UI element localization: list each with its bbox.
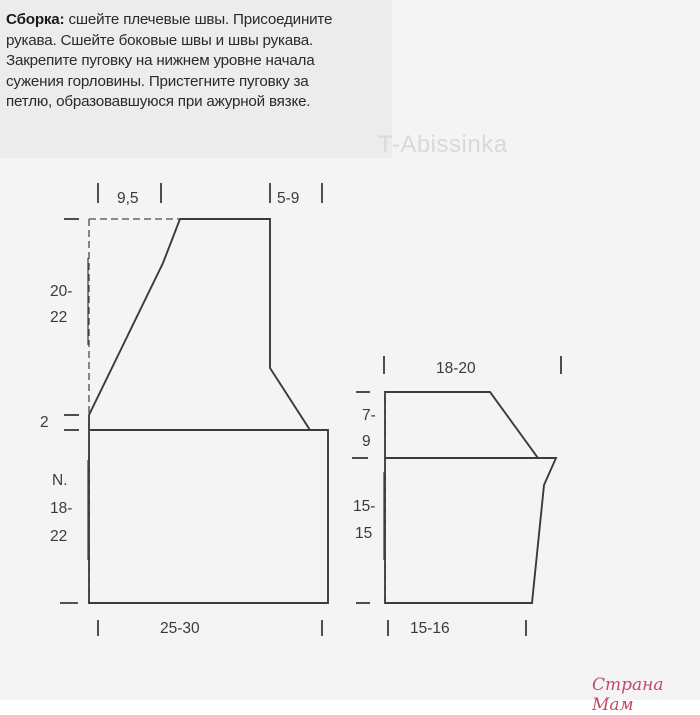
sleeve-piece [352, 356, 561, 637]
body-lower-b: 18- [50, 500, 73, 517]
sleeve-bottom-width-dim: 15-16 [410, 620, 450, 637]
body-top-right-dim: 5-9 [277, 190, 300, 207]
body-width-dim: 25-30 [160, 620, 200, 637]
instructions-body: сшейте плечевые швы. Присоедините рукава. Сшейте боковые швы и швы рукава. Закрепите пуговку на нижнем уровне начала сужения горловины. Пристегните пуговку за петлю, образовавшуюся при ажурной вязке. [6, 11, 333, 111]
body-step-dim: 2 [40, 414, 49, 431]
body-yoke-height-b: 22 [50, 309, 68, 326]
body-piece [40, 183, 328, 637]
instructions-heading: Сборка: [6, 11, 65, 28]
body-yoke-height-a: 20- [50, 283, 73, 300]
sleeve-cap-height-a: 7- [362, 407, 376, 424]
sleeve-top-width-dim: 18-20 [436, 360, 476, 377]
site-logo[interactable]: Страна Мам [592, 675, 664, 715]
sleeve-length-b: 15 [355, 525, 373, 542]
body-lower-c: 22 [50, 528, 68, 545]
body-piece-outline [89, 219, 328, 603]
body-top-left-dim: 9,5 [117, 190, 139, 207]
sleeve-piece-outline [385, 392, 556, 603]
watermark: T-Abissinka [378, 131, 508, 158]
body-lower-a: N. [52, 472, 68, 489]
sleeve-length-a: 15- [353, 498, 376, 515]
sleeve-cap-height-b: 9 [362, 433, 371, 450]
